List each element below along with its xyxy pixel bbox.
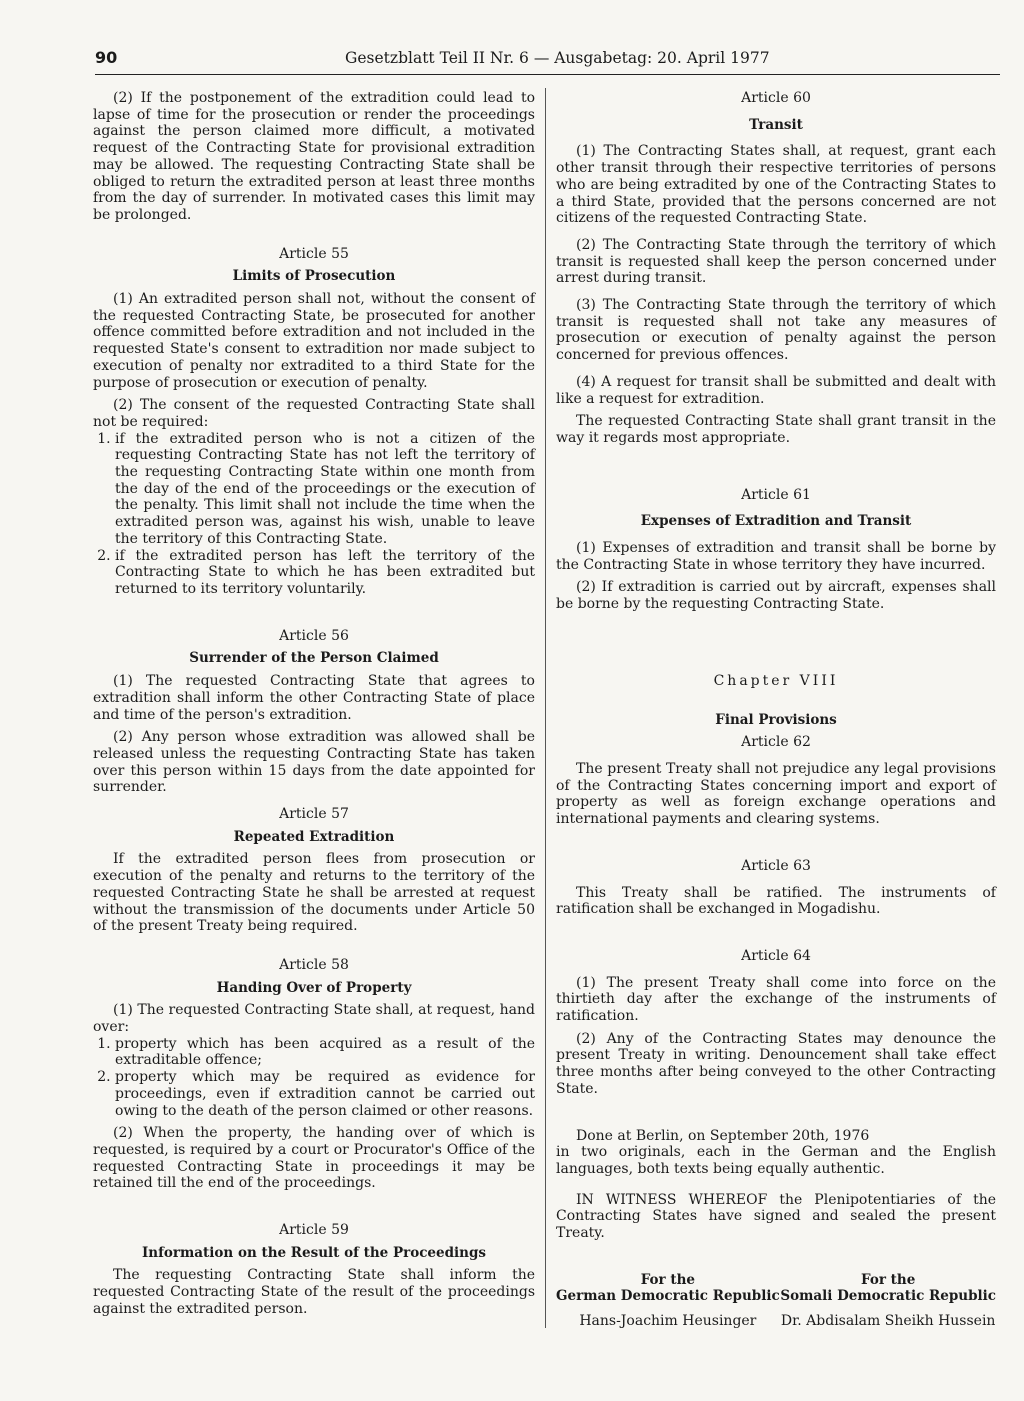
article-57-title: Repeated Extradition (233, 828, 395, 845)
article-62-heading: Article 62 (741, 734, 811, 751)
list-item: 2. if the extradited person has left the territory of the Contracting State to which he has been extradited but returned to its territory voluntarily. (115, 548, 535, 598)
article-63-paragraph-1: This Treaty shall be ratified. The instruments of ratification shall be exchanged in Mogadishu. (556, 884, 996, 918)
article-56-heading: Article 56 (279, 627, 349, 644)
column-divider (545, 88, 546, 1328)
right-column (556, 90, 996, 1329)
article-64-heading: Article 64 (741, 947, 811, 964)
article-61-paragraph-1: (1) Expenses of extradition and transit shall be borne by the Contracting State in whose territory they have incurred. (556, 540, 996, 573)
article-59-title: Information on the Result of the Proceedings (141, 1244, 487, 1261)
article-56-paragraph-1: (1) The requested Contracting State that agrees to extradition shall inform the other Contracting State of place and time of the person's extradition. (93, 673, 535, 723)
chapter-heading: Chapter VIII (713, 672, 839, 689)
article-55-paragraph-2: (2) The consent of the requested Contracting State shall not be required: (93, 397, 535, 430)
list-item: 1. property which has been acquired as a result of the extraditable offence; (115, 1036, 535, 1069)
page-number: 90 (95, 48, 118, 67)
signature-party: German Democratic Republic (556, 1288, 780, 1305)
article-58-paragraph-2: (2) When the property, the handing over of which is requested, is required by a court or Procurator's Office of the requested Contracting State in proceedings it may be retained till the end of the proceedings. (93, 1125, 535, 1192)
article-60-paragraph-2: (2) The Contracting State through the territory of which transit is requested shall keep the person concerned under arrest during transit. (556, 236, 996, 287)
chapter-title: Final Provisions (715, 711, 837, 728)
article-55-title: Limits of Prosecution (232, 268, 396, 285)
article-61-paragraph-2: (2) If extradition is carried out by aircraft, expenses shall be borne by the requesting Contracting State. (556, 579, 996, 613)
signature-party: Somali Democratic Republic (780, 1288, 996, 1305)
list-item: 1. if the extradited person who is not a citizen of the requesting Contracting State has not left the territory of the requesting Contracting State within one month from the day of the end of the proceedings or the execution of the penalty. This limit shall not include the time when the extradited person was, against his wish, unable to leave the territory of this Contracting State. (115, 431, 535, 548)
article-60-title: Transit (749, 116, 803, 133)
left-column (93, 90, 535, 1318)
article-60-paragraph-3: (3) The Contracting State through the territory of which transit is requested shall not take any measures of prosecution or execution of penalty against the person concerned for previous offences. (556, 297, 996, 364)
article-61-heading: Article 61 (741, 486, 811, 503)
article-60-heading: Article 60 (741, 90, 811, 106)
signature-gdr (556, 1272, 780, 1330)
article-64-paragraph-2: (2) Any of the Contracting States may denounce the present Treaty in writing. Denouncement shall take effect three months after being conveyed to the other Contracting State. (556, 1030, 996, 1097)
article-56-title: Surrender of the Person Claimed (189, 650, 439, 667)
article-59-paragraph-1: The requesting Contracting State shall inform the requested Contracting State of the result of the proceedings against the extradited person. (93, 1267, 535, 1317)
article-60-paragraph-5: The requested Contracting State shall grant transit in the way it regards most appropriate. (556, 413, 996, 446)
signature-for-label: For the (640, 1271, 696, 1288)
article-55-heading: Article 55 (279, 245, 349, 262)
done-at-continuation: in two originals, each in the German and the English languages, both texts being equally authentic. (556, 1144, 996, 1177)
page-header (95, 48, 1000, 75)
article-58-list (93, 1036, 535, 1120)
article-58-title: Handing Over of Property (216, 979, 412, 996)
article-63-heading: Article 63 (741, 857, 811, 874)
article-58-heading: Article 58 (279, 956, 349, 973)
signature-block (556, 1272, 996, 1330)
list-item: 2. property which may be required as evidence for proceedings, even if extradition cannot be carried out owing to the death of the person claimed or other reasons. (115, 1069, 535, 1119)
article-54-paragraph-2: (2) If the postponement of the extradition could lead to lapse of time for the prosecution or render the proceedings against the person claimed more difficult, a motivated request of the Contracting State for provisional extradition may be allowed. The requesting Contracting State shall be obliged to return the extradited person at least three months from the day of surrender. In motivated cases this limit may be prolonged. (93, 90, 535, 223)
article-57-heading: Article 57 (279, 806, 349, 823)
done-at-line: Done at Berlin, on September 20th, 1976 (576, 1127, 870, 1144)
article-62-paragraph-1: The present Treaty shall not prejudice any legal provisions of the Contracting States concerning import and export of property as well as foreign exchange operations and international payments and clearing systems. (556, 760, 996, 828)
article-56-paragraph-2: (2) Any person whose extradition was allowed shall be released unless the requesting Contracting State has taken over this person within 15 days from the date appointed for surrender. (93, 729, 535, 796)
article-58-paragraph-1: (1) The requested Contracting State shall, at request, hand over: (93, 1002, 535, 1036)
signature-sdr (780, 1272, 996, 1330)
running-title: Gesetzblatt Teil II Nr. 6 — Ausgabetag: 20. April 1977 (345, 49, 770, 67)
signatory-name: Hans-Joachim Heusinger (579, 1312, 757, 1329)
article-60-paragraph-4: (4) A request for transit shall be submitted and dealt with like a request for extradition. (556, 373, 996, 407)
article-60-paragraph-1: (1) The Contracting States shall, at request, grant each other transit through their respective territories of persons who are being extradited by one of the Contracting States to a third State, provided that the persons concerned are not citizens of the requested Contracting State. (556, 143, 996, 227)
article-61-title: Expenses of Extradition and Transit (640, 513, 912, 530)
signatory-name: Dr. Abdisalam Sheikh Hussein (780, 1312, 996, 1329)
article-59-heading: Article 59 (279, 1222, 349, 1239)
signature-for-label: For the (861, 1271, 916, 1288)
article-55-paragraph-1: (1) An extradited person shall not, without the consent of the requested Contracting State, be prosecuted for another offence committed before extradition and not included in the requested State's consent to extradition nor made subject to execution of penalty nor extradited to a third State for the purpose of prosecution or execution of penalty. (93, 291, 535, 391)
article-64-paragraph-1: (1) The present Treaty shall come into force on the thirtieth day after the exchange of the instruments of ratification. (556, 974, 996, 1025)
witness-clause: IN WITNESS WHEREOF the Plenipotentiaries of the Contracting States have signed and sealed the present Treaty. (556, 1191, 996, 1242)
article-55-list (93, 431, 535, 598)
article-57-paragraph-1: If the extradited person flees from prosecution or execution of the penalty and returns to the territory of the requested Contracting State he shall be arrested at request without the transmission of the documents under Article 50 of the present Treaty being required. (93, 851, 535, 935)
